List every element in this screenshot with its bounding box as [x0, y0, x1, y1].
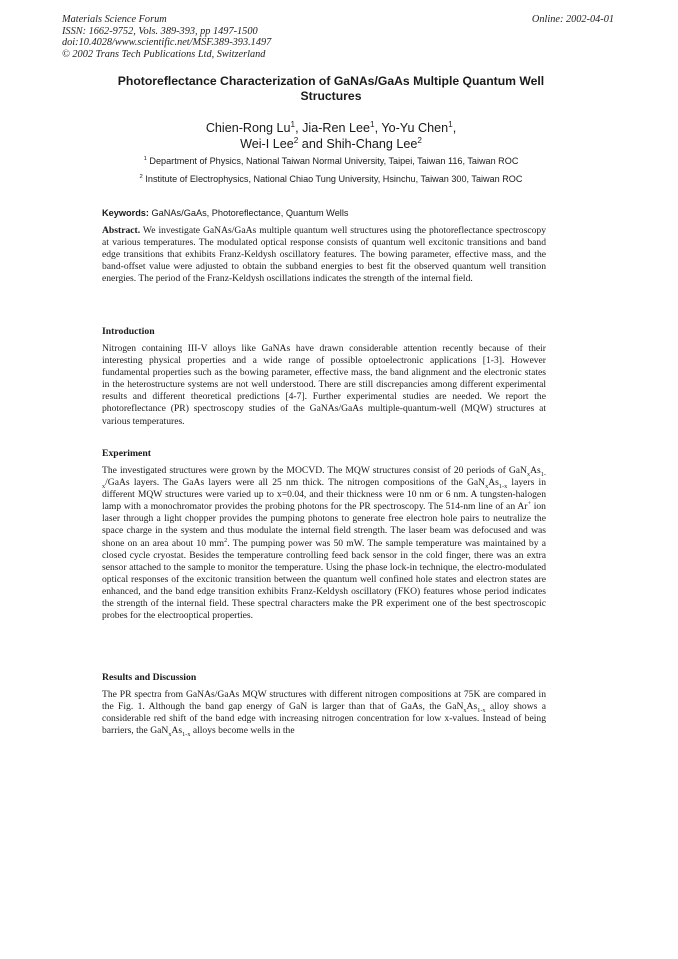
doi-line: doi:10.4028/www.scientific.net/MSF.389-393.1497: [62, 37, 272, 49]
keywords-text: GaNAs/GaAs, Photoreflectance, Quantum Wells: [148, 208, 349, 218]
section-heading-experiment: Experiment: [102, 448, 151, 459]
issn-line: ISSN: 1662-9752, Vols. 389-393, pp 1497-1500: [62, 25, 258, 37]
author-name: Wei-I Lee: [240, 137, 294, 151]
author-name: Jia-Ren Lee: [302, 121, 371, 135]
author-name: Yo-Yu Chen: [381, 121, 449, 135]
keywords: [102, 208, 348, 218]
introduction-paragraph: Nitrogen containing III-V alloys like GaNAs have drawn considerable attention recently because of their interesting physical properties and a wide range of possible optoelectronic applications [1-3]. However fundamental properties such as the bowing parameter, effective mass, the band alignment and the electronic states in the heterostructure systems are not well understood. There are still discrepancies among different experimental results and different theoretical predictions [4-7]. Further experimental studies are needed. We report the photoreflectance (PR) spectroscopy studies of the GaNAs/GaAs multiple-quantum-well (MQW) structures at various temperatures.: [102, 343, 546, 427]
journal-header: [62, 14, 271, 60]
section-heading-results: Results and Discussion: [102, 672, 197, 683]
author-list: [120, 120, 542, 152]
author-line-1: Chien-Rong Lu$^1$, Jia-Ren Lee$^1$, Yo-Yu Chen$^1$,: [205, 119, 457, 135]
author-line-2: Wei-I Lee$^2$ and Shih-Chang Lee$^2$: [240, 135, 422, 151]
online-date: Online: 2002-04-01: [531, 14, 614, 25]
abstract-paragraph: Abstract. We investigate GaNAs/GaAs multiple quantum well structures using the photoreflectance spectroscopy at various temperatures. The modulated optical response consists of quantum well excitonic transitions and band edge transitions that exhibits Franz-Keldysh oscillatory features. The bowing parameter, effective mass, and the band-offset value were adjusted to obtain the subband energies to best fit the observed quantum well transition energies. The period of the Franz-Keldysh oscillations indicates the strength of the internal field.: [102, 225, 546, 285]
abstract-label: Abstract.: [102, 225, 141, 236]
copyright-line: © 2002 Trans Tech Publications Ltd, Switzerland: [62, 48, 266, 60]
section-heading-introduction: Introduction: [102, 326, 155, 337]
affiliation-1: $^1$ Department of Physics, National Taiwan Normal University, Taipei, Taiwan 116, Taiwan ROC: [143, 155, 519, 166]
author-name: Chien-Rong Lu: [205, 121, 291, 135]
paper-title: Photoreflectance Characterization of GaNAs/GaAs Multiple Quantum Well Structures: [117, 74, 545, 103]
author-name: Shih-Chang Lee: [326, 137, 418, 151]
affiliation-2: $^2$ Institute of Electrophysics, National Chiao Tung University, Hsinchu, Taiwan 300, Taiwan ROC: [139, 173, 523, 184]
keywords-label: Keywords:: [102, 208, 149, 218]
results-paragraph: The PR spectra from GaNAs/GaAs MQW structures with different nitrogen compositions at 75K are compared in the Fig. 1. Although the band gap energy of GaN is larger than that of GaAs, the $GaN_xAs_{1-x}$ alloy shows a considerable red shift of the band edge with increasing nitrogen concentration for low x-values. Instead of being barriers, the $GaN_xAs_{1-x}$ alloys become wells in the: [102, 689, 546, 739]
experiment-paragraph: The investigated structures were grown by the MOCVD. The MQW structures consist of 20 periods of $GaN_xAs_{1-x}$/GaAs layers. The GaAs layers were all 25 nm thick. The nitrogen compositions of the $GaN_xAs_{1-x}$ layers in different MQW structures were varied up to x=0.04, and their thickness were 10 nm or 6 nm. A tungsten-halogen lamp with a monochromator provides the probing photons for the PR spectroscopy. The 514-nm line of an Ar+ ion laser through a light chopper provides the pumping photons to generate free electron hole pairs to neutralize the space charge in the system and thus modulate the internal field strength. The laser beam was defocused and was shone on an area about 10 $mm^2$. The pumping power was 50 mW. The sample temperature was maintained by a closed cycle cryostat. Besides the temperature controlling feed back sensor in the cold finger, there was an extra sensor attached to the sample to monitor the temperature. Using the phase lock-in technique, the electro-modulated optical responses of the excitonic transition between the quantum well confined hole states and electron states are enhanced, and the band edge transition exhibits Franz-Keldysh oscillatory (FKO) features whose period indicates the strength of the internal field. These spectral characters make the PR experiment one of the best spectroscopic probes for the electrooptical properties.: [102, 465, 546, 622]
journal-name: Materials Science Forum: [62, 14, 167, 25]
